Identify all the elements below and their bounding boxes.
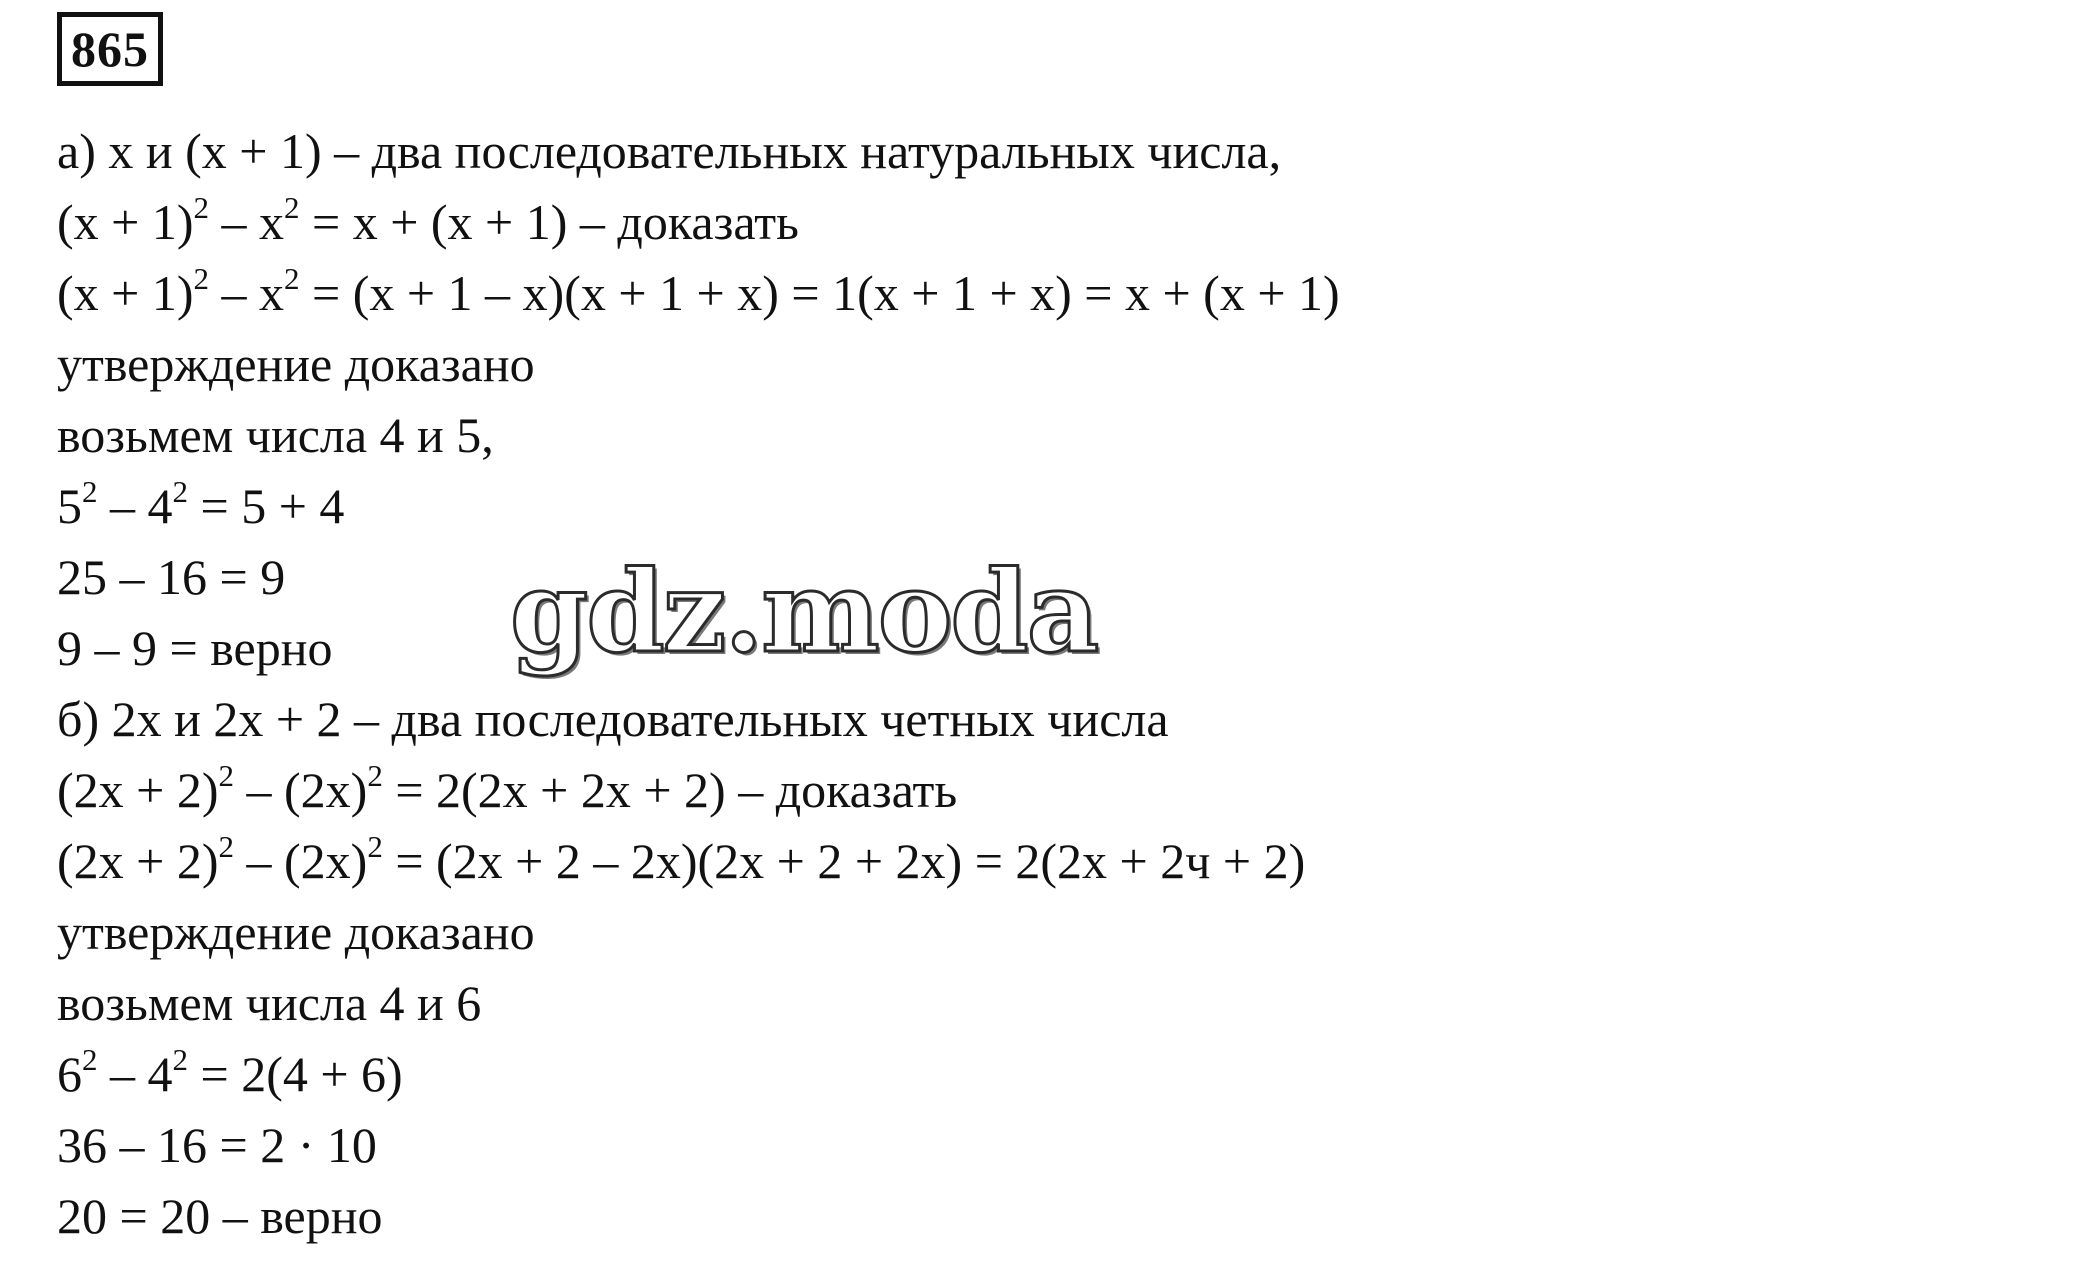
solution-line [57,755,2037,826]
line-text: 20 = 20 – верно [57,1188,383,1244]
solution-line [57,116,2037,187]
solution-line [57,1039,2037,1110]
line-text: – (2x) [234,833,368,889]
line-text: утверждение доказано [57,336,535,392]
line-text: утверждение доказано [57,904,535,960]
line-text: = 2(4 + 6) [188,1046,403,1102]
solution-line [57,471,2037,542]
solution-line [57,1181,2037,1252]
solution-line [57,258,2037,329]
superscript: 2 [193,261,209,297]
problem-number-box [57,12,163,86]
line-text: 36 – 16 = 2 · 10 [57,1117,377,1173]
line-text: = (x + 1 – x)(x + 1 + x) = 1(x + 1 + x) = x + (x + 1) [299,265,1340,321]
superscript: 2 [172,1042,188,1078]
line-text: возьмем числа 4 и 5, [57,407,494,463]
superscript: 2 [284,261,300,297]
superscript: 2 [82,1042,98,1078]
superscript: 2 [284,190,300,226]
solution-line [57,826,2037,897]
line-text: – (2x) [234,762,368,818]
line-text: = 5 + 4 [188,478,345,534]
line-text: 9 – 9 = верно [57,620,333,676]
solution-line [57,684,2037,755]
solution-line [57,897,2037,968]
superscript: 2 [172,474,188,510]
solution-line [57,613,2037,684]
line-text: = x + (x + 1) – доказать [299,194,799,250]
superscript: 2 [82,474,98,510]
line-text: 5 [57,478,82,534]
line-text: (2x + 2) [57,833,219,889]
superscript: 2 [218,758,234,794]
line-text: – 4 [97,478,173,534]
line-text: (x + 1) [57,265,194,321]
line-text: – x [209,194,284,250]
line-text: – 4 [97,1046,173,1102]
solution-line [57,1110,2037,1181]
solution-line [57,187,2037,258]
line-text: а) x и (x + 1) – два последовательных натуральных числа, [57,123,1282,179]
problem-number: 865 [71,21,149,77]
line-text: (2x + 2) [57,762,219,818]
line-text: – x [209,265,284,321]
solution-line [57,329,2037,400]
line-text: б) 2x и 2x + 2 – два последовательных четных числа [57,691,1169,747]
watermark-text: gdz.moda [510,547,1098,678]
line-text: (x + 1) [57,194,194,250]
solution-line [57,968,2037,1039]
line-text: 6 [57,1046,82,1102]
line-text: возьмем числа 4 и 6 [57,975,482,1031]
superscript: 2 [218,829,234,865]
superscript: 2 [367,758,383,794]
solution-line [57,400,2037,471]
superscript: 2 [367,829,383,865]
line-text: = 2(2x + 2x + 2) – доказать [382,762,958,818]
superscript: 2 [193,190,209,226]
line-text: 25 – 16 = 9 [57,549,286,605]
solution-text [57,116,2037,1252]
solution-line [57,542,2037,613]
line-text: = (2x + 2 – 2x)(2x + 2 + 2x) = 2(2x + 2ч + 2) [382,833,1306,889]
